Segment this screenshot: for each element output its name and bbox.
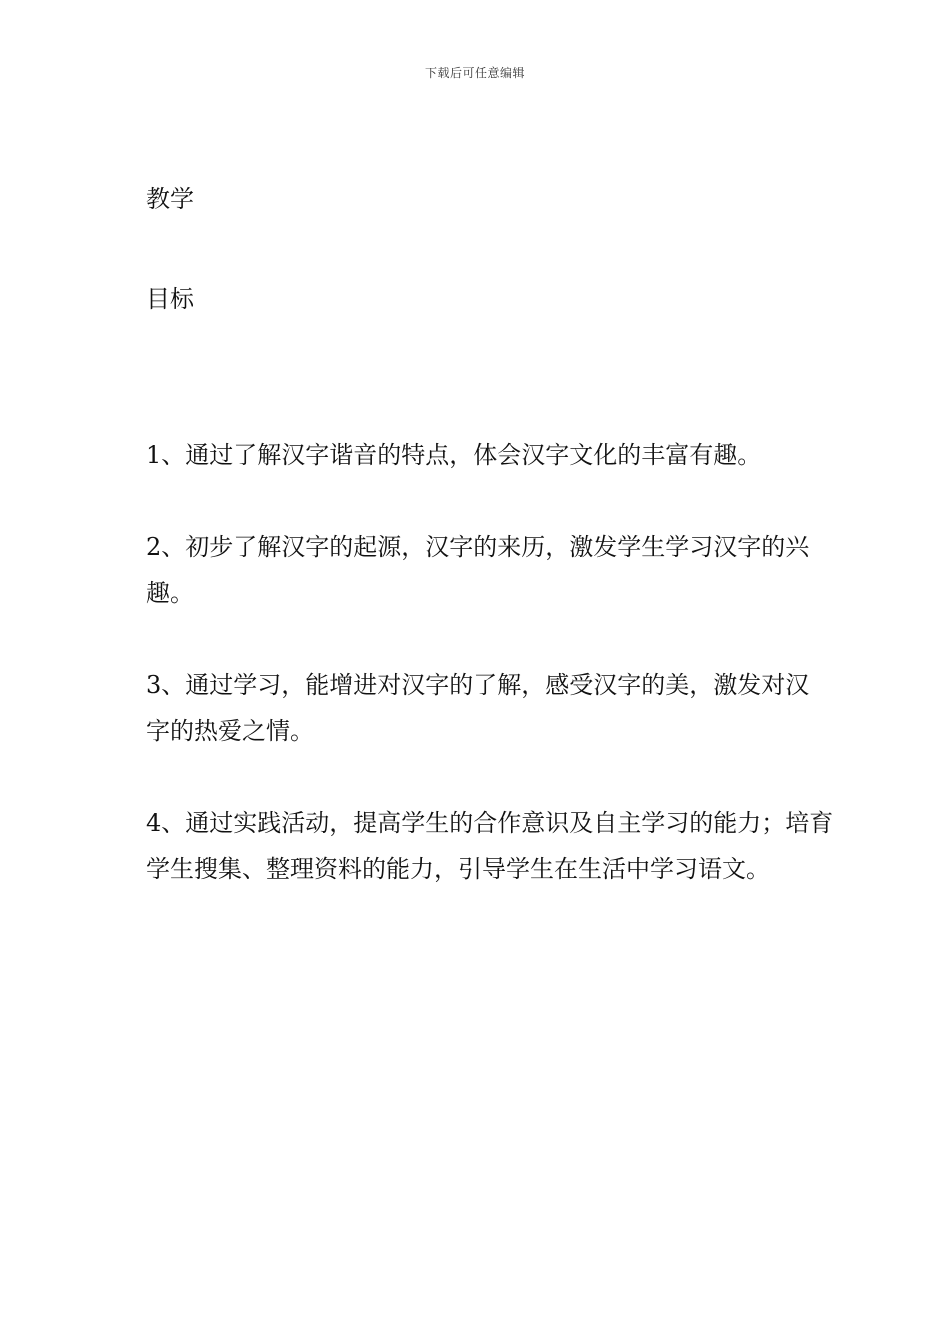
objectives-list [146,432,836,938]
header-note: 下载后可任意编辑 [424,66,525,80]
heading-line-2: 目标 [146,285,194,313]
objective-item-4: 4、通过实践活动，提高学生的合作意识及自主学习的能力；培育学生搜集、整理资料的能力，引导学生在生活中学习语文。 [146,809,834,883]
objective-item-3: 3、通过学习，能增进对汉字的了解，感受汉字的美，激发对汉字的热爱之情。 [146,671,810,745]
heading-line-1: 教学 [146,185,194,213]
objective-item-1: 1、通过了解汉字谐音的特点，体会汉字文化的丰富有趣。 [146,441,762,469]
objective-item-2: 2、初步了解汉字的起源，汉字的来历，激发学生学习汉字的兴趣。 [146,533,810,607]
